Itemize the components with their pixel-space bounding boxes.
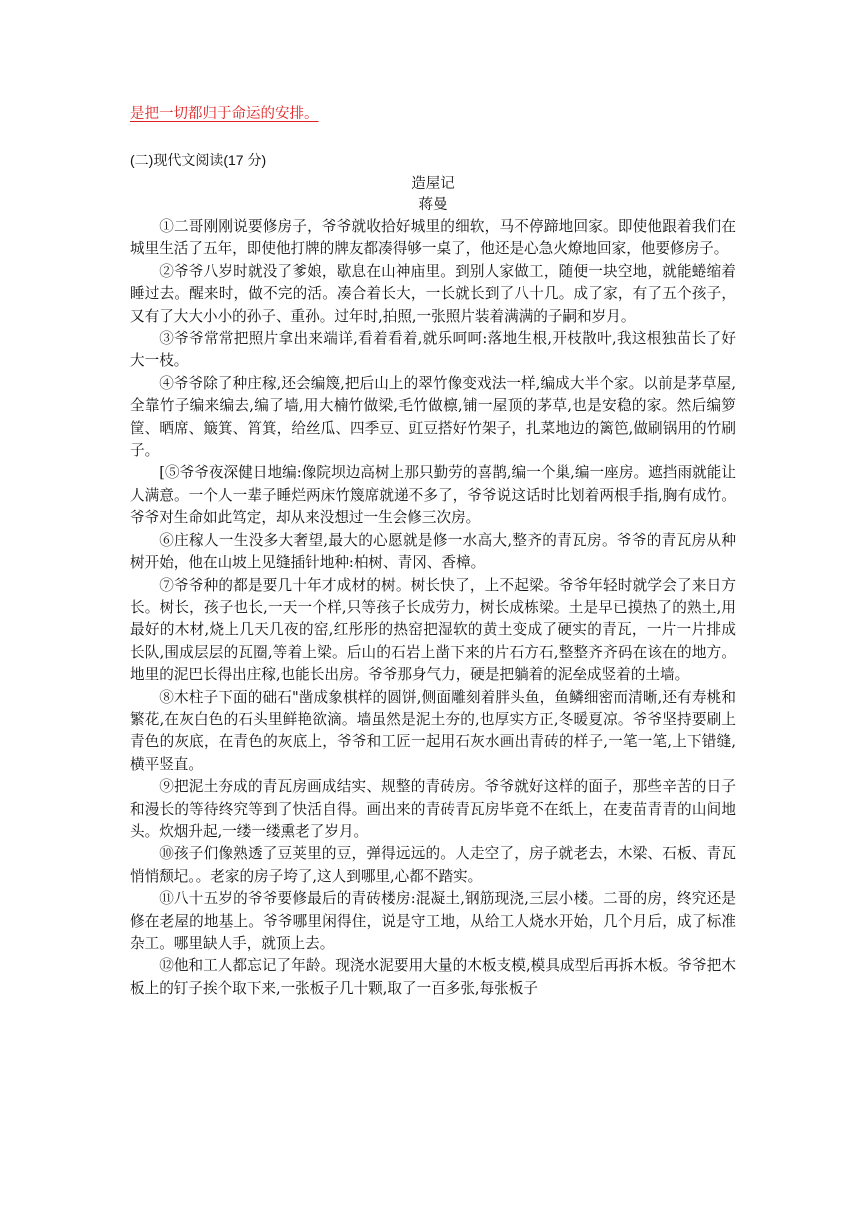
article-author: 蒋曼: [418, 197, 448, 213]
paragraph-1: ①二哥刚刚说要修房子，爷爷就收拾好城里的细软，马不停蹄地回家。即使他跟着我们在城里生活了五年，即使他打牌的牌友都凑得够一桌了，他还是心急火燎地回家，他要修房子。: [130, 218, 736, 258]
paragraph-10: ⑩孩子们像熟透了豆荚里的豆，弹得远远的。人走空了，房子就老去，木梁、石板、青瓦悄悄颓圮。。老家的房子垮了,这人到哪里,心都不踏实。: [130, 845, 736, 885]
paragraph-6: ⑥庄稼人一生没多大奢望,最大的心愿就是修一水高大,整齐的青瓦房。爷爷的青瓦房从种树开始，他在山坡上见缝插针地种:柏树、青冈、香樟。: [130, 531, 736, 572]
paragraph-2: ②爷爷八岁时就没了爹娘，歇息在山神庙里。到别人家做工，随便一块空地，就能蜷缩着睡过去。醒来时，做不完的活。凑合着长大，一长就长到了八十几。成了家，有了五个孩子，又有了大大小小的孙子、重孙。过年时,拍照,一张照片装着满满的子嗣和岁月。: [130, 262, 736, 325]
article-body: [130, 216, 736, 1000]
top-red-note: 是把一切都归于命运的安排。: [130, 106, 319, 122]
paragraph-3: ③爷爷常常把照片拿出来端详,看着看着,就乐呵呵:落地生根,开枝散叶,我这根独苗长了好大一枝。: [130, 330, 736, 370]
paragraph-5: [⑤爷爷夜深健日地编:像院坝边高树上那只勤劳的喜鹊,编一个巢,编一座房。遮挡雨就能让人满意。一个人一辈子睡烂两床竹篾席就递不多了，爷爷说这话时比划着两根手指,胸有成竹。爷爷对生命如此笃定，却从来没想过一生会修三次房。: [130, 464, 736, 527]
section-heading: (二)现代文阅读(17 分): [130, 152, 267, 168]
paragraph-4: ④爷爷除了种庄稼,还会编篾,把后山上的翠竹像变戏法一样,编成大半个家。以前是茅草屋,全靠竹子编来编去,编了墙,用大楠竹做梁,毛竹做檩,铺一屋顶的茅草,也是安稳的家。然后编箩筐、晒席、簸箕、筲箕，给丝瓜、四季豆、豇豆搭好竹架子，扎菜地边的篱笆,做刷锅用的竹刷子。: [130, 374, 736, 460]
article-title: 造屋记: [411, 176, 455, 192]
paragraph-9: ⑨把泥土夯成的青瓦房画成结实、规整的青砖房。爷爷就好这样的面子，那些辛苦的日子和漫长的等待终究等到了快活自得。画出来的青砖青瓦房毕竟不在纸上，在麦苗青青的山间地头。炊烟升起,一缕一缕熏老了岁月。: [130, 778, 736, 840]
paragraph-12: ⑫他和工人都忘记了年龄。现浇水泥要用大量的木板支模,模具成型后再拆木板。爷爷把木板上的钉子挨个取下来,一张板子几十颗,取了一百多张,每张板子: [130, 957, 736, 997]
paragraph-11: ⑪八十五岁的爷爷要修最后的青砖楼房:混凝土,钢筋现浇,三层小楼。二哥的房，终究还是修在老屋的地基上。爷爷哪里闲得住，说是守工地，从给工人烧水开始，几个月后，成了标准杂工。哪里缺人手，就顶上去。: [130, 890, 736, 952]
paragraph-7: ⑦爷爷种的都是要几十年才成材的树。树长快了，上不起梁。爷爷年轻时就学会了来日方长。树长，孩子也长,一天一个样,只等孩子长成劳力，树长成栋梁。土是早已摸热了的熟土,用最好的木材,烧上几天几夜的窑,红彤彤的热窑把湿软的黄土变成了硬实的青瓦，一片一片排成长队,围成层层的瓦圈,等着上梁。后山的石岩上凿下来的片石方石,整整齐齐码在该在的地方。地里的泥巴长得出庄稼,也能长出房。爷爷那身气力，硬是把躺着的泥垒成竖着的土墙。: [130, 576, 736, 684]
paragraph-8: ⑧木柱子下面的础石"凿成象棋样的圆饼,侧面雕刻着胖头鱼，鱼鳞细密而清晰,还有寿桃和繁花,在灰白色的石头里鲜艳欲滴。墙虽然是泥土夯的,也厚实方正,冬暖夏凉。爷爷坚持要刷上青色的灰底，在青色的灰底上，爷爷和工匠一起用石灰水画出青砖的样子,一笔一笔,上下错缝,横平竖直。: [130, 688, 736, 773]
